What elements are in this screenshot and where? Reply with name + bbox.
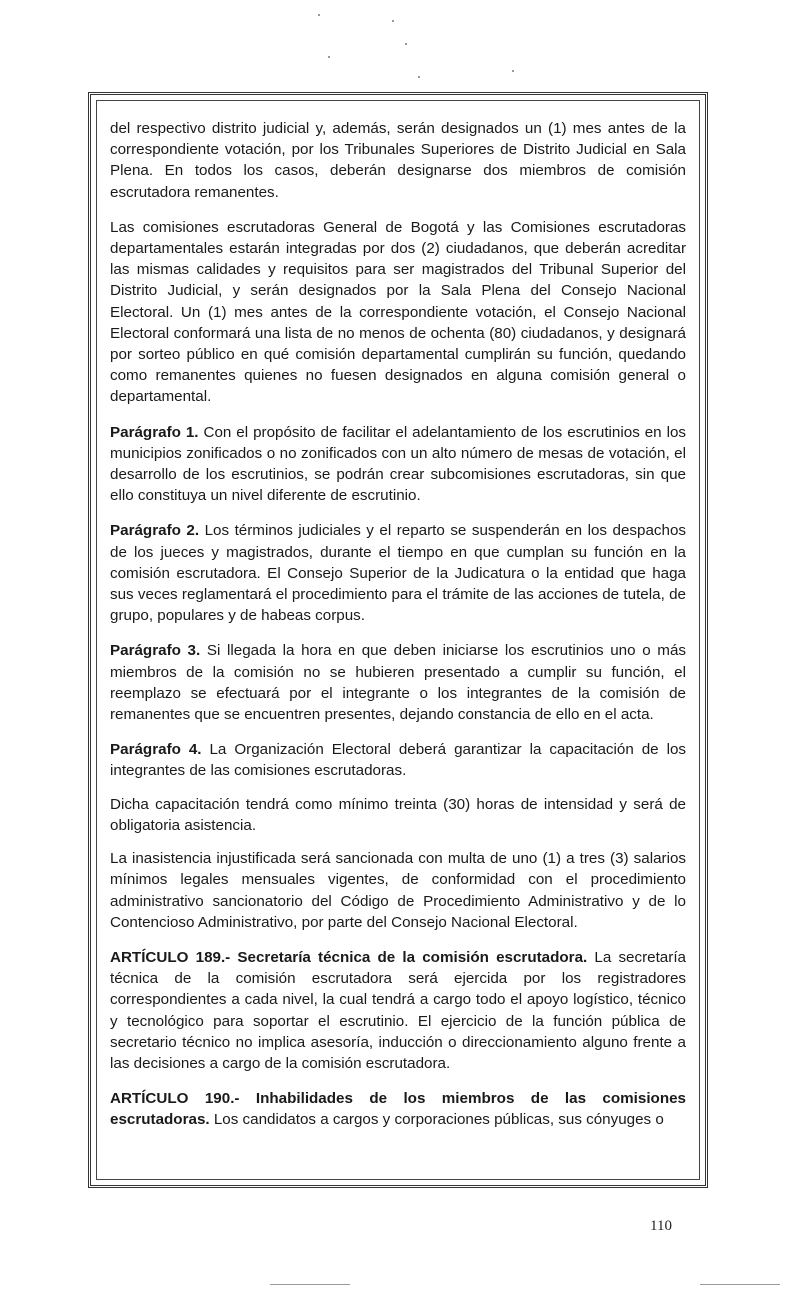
paragraph-text: Si llegada la hora en que deben iniciarse los escrutinios uno o más miembros de la comisión no se hubieren presentado a cumplir su función, el reemplazo se efectuará por el integrante o los integrantes de la comisión de remanentes que se encuentren presentes, dejando constancia de ello en el acta. xyxy=(110,642,686,724)
paragraph-text: La secretaría técnica de la comisión escrutadora será ejercida por los registradores correspondientes a cada nivel, la cual tendrá a cargo todo el apoyo logístico, técnico y tecnológico para soportar el escrutinio. El ejercicio de la función pública de secretario técnico no implica asesoría, inducción o direccionamiento alguno frente a las decisiones a cargo de la comisión escrutadora. xyxy=(110,948,686,1072)
paragrafo-heading: Parágrafo 3. xyxy=(110,642,201,660)
paragraph-text: Con el propósito de facilitar el adelantamiento de los escrutinios en los municipios zonificados o no zonificados con un alto número de mesas de votación, el desarrollo de los escrutinios, se podrán crear subcomisiones escrutadoras, sin que ello constituya un nivel diferente de escrutinio. xyxy=(110,423,686,505)
paragraph-text: del respectivo distrito judicial y, además, serán designados un (1) mes antes de la correspondiente votación, por los Tribunales Superiores de Distrito Judicial en Sala Plena. En todos los casos, deberán designarse dos miembros de comisión escrutadora remanentes. xyxy=(110,120,686,201)
articulo-heading: ARTÍCULO 190.- Inhabilidades de los miembros de las comisiones escrutadoras. xyxy=(110,1090,686,1129)
paragrafo-heading: Parágrafo 1. xyxy=(110,423,199,441)
articulo-189 xyxy=(110,947,686,1074)
paragraph-text: La inasistencia injustificada será sancionada con multa de uno (1) a tres (3) salarios mínimos legales mensuales vigentes, de conformidad con el procedimiento administrativo sancionatorio del Código de Procedimiento Administrativo y de lo Contencioso Administrativo, por parte del Consejo Nacional Electoral. xyxy=(110,850,686,931)
page-number: 110 xyxy=(650,1218,672,1234)
paragrafo-3 xyxy=(110,640,686,725)
paragraph-text: Los candidatos a cargos y corporaciones públicas, sus cónyuges o xyxy=(209,1111,664,1129)
paragraph-comisiones-generales xyxy=(110,217,686,408)
scan-artifact-line xyxy=(700,1284,780,1285)
articulo-heading: ARTÍCULO 189.- Secretaría técnica de la comisión escrutadora. xyxy=(110,948,588,966)
paragraph-inasistencia xyxy=(110,848,686,933)
paragrafo-heading: Parágrafo 2. xyxy=(110,522,200,540)
paragrafo-1 xyxy=(110,422,686,507)
paragraph-text: La Organización Electoral deberá garantizar la capacitación de los integrantes de las comisiones escrutadoras. xyxy=(110,741,686,780)
paragraph-text: Dicha capacitación tendrá como mínimo treinta (30) horas de intensidad y será de obligatoria asistencia. xyxy=(110,795,686,834)
paragraph-capacitacion xyxy=(110,794,686,836)
document-body xyxy=(110,118,686,1145)
paragrafo-heading: Parágrafo 4. xyxy=(110,741,202,759)
articulo-190 xyxy=(110,1088,686,1130)
paragraph-text: Los términos judiciales y el reparto se suspenderán en los despachos de los jueces y magistrados, durante el tiempo en que cumplan su función en la comisión escrutadora. El Consejo Superior de la Judicatura o la entidad que haga sus veces reglamentará el procedimiento para el trámite de las acciones de tutela, de grupo, populares y de habeas corpus. xyxy=(110,522,686,625)
paragrafo-2 xyxy=(110,520,686,626)
paragraph-text: Las comisiones escrutadoras General de Bogotá y las Comisiones escrutadoras departamentales estarán integradas por dos (2) ciudadanos, que deberán acreditar las mismas calidades y requisitos para ser magistrados del Tribunal Superior del Distrito Judicial, y serán designados por la Sala Plena del Consejo Nacional Electoral. Un (1) mes antes de la correspondiente votación, el Consejo Nacional Electoral conformará una lista de no menos de ochenta (80) ciudadanos, y designará por sorteo público en qué comisión departamental cumplirán su función, quedando como remanentes quienes no fuesen designados en alguna comisión general o departamental. xyxy=(110,218,686,406)
paragrafo-4 xyxy=(110,739,686,781)
paragraph-continuation xyxy=(110,118,686,203)
scan-artifact-line xyxy=(270,1284,350,1285)
